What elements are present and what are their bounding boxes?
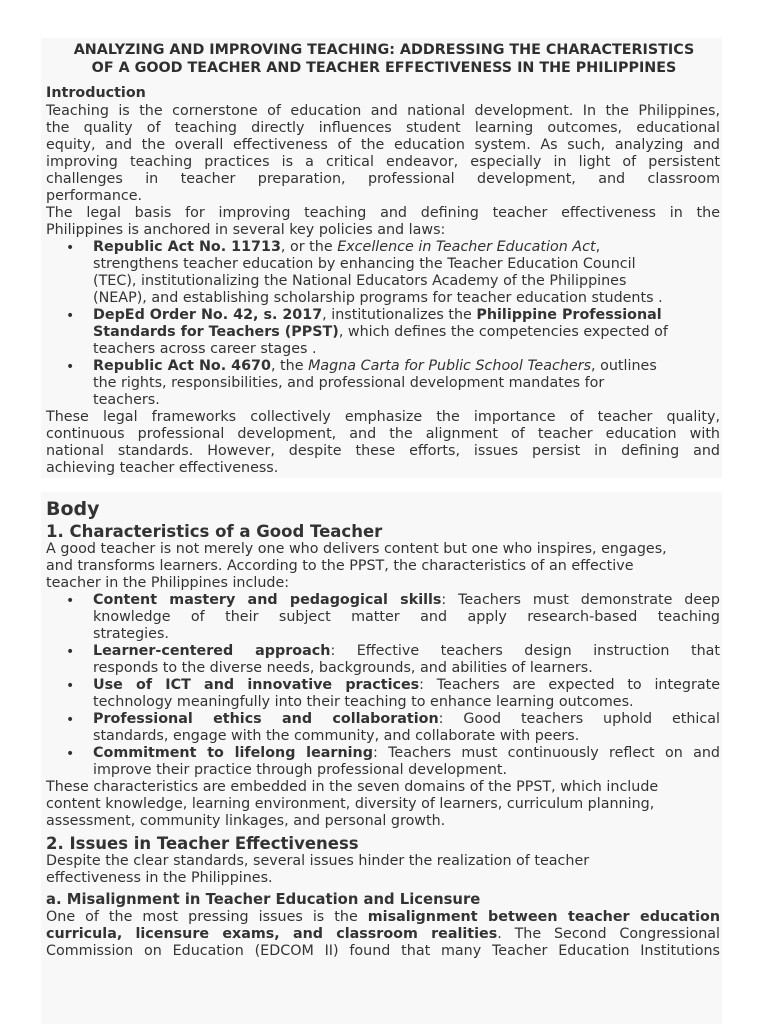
law-item-deped — [93, 307, 720, 324]
s2-p1-line: Despite the clear standards, several issues hinder the realization of teacher — [46, 853, 590, 869]
intro-p1-line: equity, and the overall effectiveness of the education system. As such, analyzing and — [46, 137, 720, 153]
sa-line — [46, 909, 720, 926]
characteristic-text: : Teachers must continuously reflect on and — [372, 745, 720, 761]
characteristic-line: responds to the diverse needs, backgrounds, and abilities of learners. — [93, 660, 593, 676]
bullet-icon: • — [66, 678, 75, 694]
section-1-heading: 1. Characteristics of a Good Teacher — [46, 522, 383, 541]
bullet-icon: • — [66, 240, 75, 256]
characteristic-name: Professional ethics and collaboration — [93, 711, 439, 727]
characteristic-text: : Effective teachers design instruction that — [330, 643, 720, 659]
characteristic-line: strategies. — [93, 626, 169, 642]
intro-p1-line: performance. — [46, 188, 143, 204]
law-item-ra11713 — [93, 239, 720, 256]
law-title: Philippine Professional — [476, 307, 662, 323]
bullet-icon: • — [66, 308, 75, 324]
characteristic-text: : Teachers are expected to integrate — [419, 677, 720, 693]
characteristic-line: standards, engage with the community, and collaborate with peers. — [93, 728, 580, 744]
intro-p3-line: These legal frameworks collectively emphasize the importance of teacher quality, — [46, 409, 720, 425]
law-title: Standards for Teachers (PPST) — [93, 324, 339, 340]
law-item-line: teachers. — [93, 392, 160, 408]
document-title — [0, 42, 768, 77]
bullet-icon: • — [66, 712, 75, 728]
intro-p1-line: improving teaching practices is a critical endeavor, especially in light of persistent — [46, 154, 720, 170]
law-text: , institutionalizes the — [322, 307, 477, 323]
sa-emphasis: curricula, licensure exams, and classroom realities — [46, 926, 498, 942]
characteristic-name: Commitment to lifelong learning — [93, 745, 373, 761]
section-2-heading: 2. Issues in Teacher Effectiveness — [46, 834, 359, 853]
intro-p3-line: achieving teacher effectiveness. — [46, 460, 279, 476]
characteristic-item — [93, 643, 720, 660]
law-text: , — [595, 239, 601, 255]
characteristic-line: knowledge of their subject matter and apply research-based teaching — [93, 609, 720, 625]
sa-line — [46, 926, 720, 943]
characteristic-name: Content mastery and pedagogical skills — [93, 592, 442, 608]
characteristic-item — [93, 592, 720, 609]
law-text: , or the — [280, 239, 338, 255]
sa-text: One of the most pressing issues is the — [46, 909, 368, 925]
s2-p1-line: effectiveness in the Philippines. — [46, 870, 273, 886]
intro-p2-line: Philippines is anchored in several key policies and laws: — [46, 222, 446, 238]
law-name: Republic Act No. 11713 — [93, 239, 281, 255]
sa-text: . The Second Congressional — [497, 926, 720, 942]
law-text: , outlines — [591, 358, 657, 374]
intro-p1-line: challenges in teacher preparation, professional development, and classroom — [46, 171, 720, 187]
intro-p3-line: national standards. However, despite these efforts, issues persist in defining and — [46, 443, 720, 459]
characteristic-item — [93, 711, 720, 728]
intro-p2-line: The legal basis for improving teaching and defining teacher effectiveness in the — [46, 205, 720, 221]
law-item-line: the rights, responsibilities, and professional development mandates for — [93, 375, 605, 391]
characteristic-line: technology meaningfully into their teaching to enhance learning outcomes. — [93, 694, 634, 710]
law-text: , which defines the competencies expected of — [338, 324, 668, 340]
body-heading: Body — [46, 498, 100, 520]
s1-p2-line: These characteristics are embedded in the seven domains of the PPST, which include — [46, 779, 659, 795]
bullet-icon: • — [66, 593, 75, 609]
law-title: Magna Carta for Public School Teachers — [308, 358, 592, 374]
introduction-heading: Introduction — [46, 85, 146, 101]
law-item-ra4670 — [93, 358, 720, 375]
law-item-line — [93, 324, 720, 341]
characteristic-name: Use of ICT and innovative practices — [93, 677, 420, 693]
intro-p3-line: continuous professional development, and the alignment of teacher education with — [46, 426, 720, 442]
s1-p2-line: content knowledge, learning environment, diversity of learners, curriculum planning, — [46, 796, 655, 812]
law-title: Excellence in Teacher Education Act — [337, 239, 596, 255]
law-name: Republic Act No. 4670 — [93, 358, 271, 374]
title-line-1: ANALYZING AND IMPROVING TEACHING: ADDRESSING THE CHARACTERISTICS — [73, 42, 695, 58]
s1-p1-line: A good teacher is not merely one who delivers content but one who inspires, engages, — [46, 541, 667, 557]
law-text: , the — [270, 358, 309, 374]
s1-p1-line: teacher in the Philippines include: — [46, 575, 290, 591]
characteristic-text: : Teachers must demonstrate deep — [441, 592, 721, 608]
law-item-line: teachers across career stages . — [93, 341, 317, 357]
bullet-icon: • — [66, 359, 75, 375]
intro-p1-line: Teaching is the cornerstone of education and national development. In the Philippines, — [46, 103, 720, 119]
sa-emphasis: misalignment between teacher education — [367, 909, 721, 925]
s1-p2-line: assessment, community linkages, and personal growth. — [46, 813, 446, 829]
law-name: DepEd Order No. 42, s. 2017 — [93, 307, 323, 323]
characteristic-name: Learner-centered approach — [93, 643, 331, 659]
title-line-2: OF A GOOD TEACHER AND TEACHER EFFECTIVENESS IN THE PHILIPPINES — [91, 59, 677, 76]
characteristic-item — [93, 745, 720, 762]
sa-line: Commission on Education (EDCOM II) found that many Teacher Education Institutions — [46, 943, 720, 959]
bullet-icon: • — [66, 746, 75, 762]
law-item-line: strengthens teacher education by enhancing the Teacher Education Council — [93, 256, 636, 272]
intro-p1-line: the quality of teaching directly influences student learning outcomes, educational — [46, 120, 720, 136]
law-item-line: (TEC), institutionalizing the National Educators Academy of the Philippines — [93, 273, 627, 289]
characteristic-item — [93, 677, 720, 694]
characteristic-text: : Good teachers uphold ethical — [438, 711, 720, 727]
characteristic-line: improve their practice through professional development. — [93, 762, 508, 778]
law-item-line: (NEAP), and establishing scholarship programs for teacher education students . — [93, 290, 663, 306]
subsection-a-heading: a. Misalignment in Teacher Education and Licensure — [46, 891, 481, 908]
bullet-icon: • — [66, 644, 75, 660]
s1-p1-line: and transforms learners. According to the PPST, the characteristics of an effective — [46, 558, 634, 574]
